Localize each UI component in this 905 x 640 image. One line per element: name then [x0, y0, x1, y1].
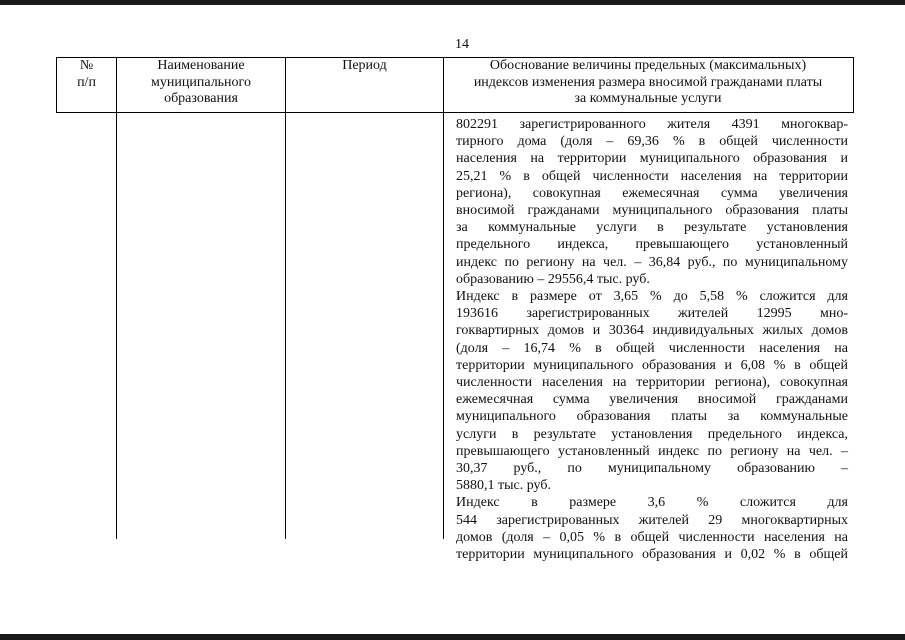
text-line: услуги в результате установления предельного индекса,	[456, 426, 848, 442]
column-divider-2	[285, 57, 286, 539]
text-line: региона), совокупная ежемесячная сумма увеличения	[456, 185, 848, 201]
text-line: территории муниципального образования и 6,08 % в общей	[456, 357, 848, 373]
header-num-line: №	[79, 58, 94, 73]
text-line: превышающего установленный индекс по региону на чел. –	[456, 443, 848, 459]
text-line: ежемесячная сумма увеличения вносимой гражданами	[456, 392, 848, 408]
text-line: за коммунальные услуги в результате установления	[456, 220, 848, 236]
text-line: предельного индекса, превышающего установленный	[456, 237, 848, 253]
text-line: 25,21 % в общей численности населения на территории	[456, 168, 848, 184]
text-line: образованию – 29556,4 тыс. руб.	[456, 271, 650, 287]
header-municipality	[117, 58, 285, 108]
column-divider-1	[116, 57, 117, 539]
header-justification-line: Обоснование величины предельных (максимальных)	[489, 58, 807, 73]
header-justification-line: индексов изменения размера вносимой гражданами платы	[473, 74, 823, 90]
header-num	[57, 58, 116, 91]
column-divider-3	[443, 57, 444, 539]
text-line: 193616 зарегистрированных жителей 12995 мно-	[456, 306, 848, 322]
scan-border-top	[0, 0, 905, 5]
header-municipality-line: Наименование	[157, 58, 245, 73]
scan-border-bottom	[0, 634, 905, 640]
text-line: 30,37 руб., по муниципальному образованию –	[456, 461, 848, 476]
header-num-line: п/п	[77, 74, 96, 90]
header-period	[286, 58, 443, 75]
text-line: муниципального образования платы за коммунальные	[456, 409, 848, 425]
page-number: 14	[455, 37, 469, 52]
header-justification-line: за коммунальные услуги	[574, 91, 722, 106]
text-line: территории муниципального образования и 0,02 % в общей	[456, 547, 848, 562]
text-line: 802291 зарегистрированного жителя 4391 многоквар-	[456, 117, 848, 132]
text-line: 5880,1 тыс. руб.	[456, 478, 551, 494]
text-line: вносимой гражданами муниципального образования платы	[456, 203, 848, 218]
text-line: (доля – 16,74 % в общей численности населения на	[456, 340, 848, 356]
text-line: численности населения на территории региона), совокупная	[456, 375, 848, 390]
text-line: гоквартирных домов и 30364 индивидуальных жилых домов	[456, 323, 848, 339]
header-justification	[444, 58, 852, 108]
header-period-line: Период	[342, 58, 387, 73]
text-line: индекс по региону на чел. – 36,84 руб., по муниципальному	[456, 254, 848, 270]
header-municipality-line: образования	[164, 91, 238, 106]
text-line: 544 зарегистрированных жителей 29 многоквартирных	[456, 512, 848, 528]
text-line: населения на территории муниципального образования и	[456, 151, 848, 167]
text-line: домов (доля – 0,05 % в общей численности населения на	[456, 529, 848, 545]
text-line: тирного дома (доля – 69,36 % в общей численности	[456, 134, 848, 150]
header-municipality-line: муниципального	[151, 74, 251, 90]
text-line: Индекс в размере 3,6 % сложится для	[456, 495, 848, 511]
text-line: Индекс в размере от 3,65 % до 5,58 % сложится для	[456, 289, 848, 304]
